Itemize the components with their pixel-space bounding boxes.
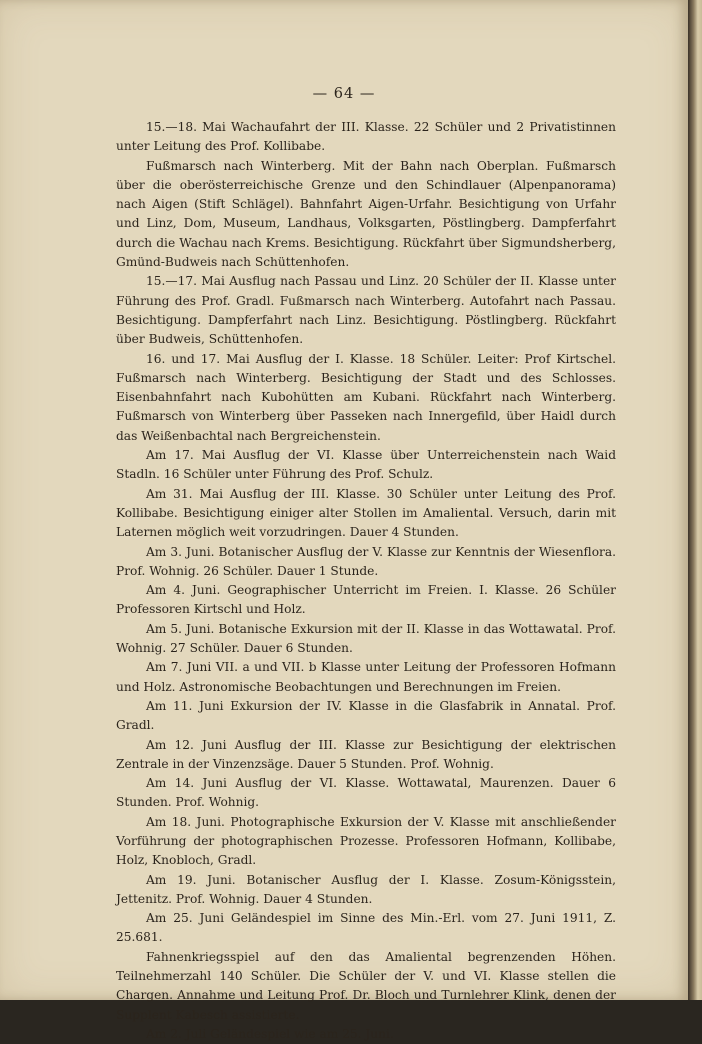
paragraph: 15.—18. Mai Wachaufahrt der III. Klasse. 22 Schüler und 2 Privatistinnen unter Leitung des Prof. Kollibabe.: [116, 120, 616, 154]
paragraph: Am 11. Juni Exkursion der IV. Klasse in die Glasfabrik in Annatal. Prof. Gradl.: [116, 698, 616, 733]
paragraph: Fußmarsch nach Winterberg. Mit der Bahn nach Oberplan. Fußmarsch über die oberösterreichische Grenze und den Schindlauer (Alpenpanorama) nach Aigen (Stift Schlägel). Bahnfahrt Aigen-Urfahr. Besichtigung von Urfahr und Linz, Dom, Museum, Landhaus, Volksgarten, Pöstlingberg. Dampferfahrt durch die Wachau nach Krems. Besichtigung. Rückfahrt über Sigmundsherberg, Gmünd-Budweis nach Schüttenhofen.: [116, 158, 616, 270]
paragraph: 16. und 17. Mai Ausflug der I. Klasse. 18 Schüler. Leiter: Prof Kirtschel. Fußmarsch nach Winterberg. Besichtigung der Stadt und des Schlosses. Eisenbahnfahrt nach Kubohütten am Kubani. Rückfahrt nach Winterberg. Fußmarsch von Winterberg über Passeken nach Innergefild, über Haidl durch das Weißenbachtal nach Bergreichenstein.: [116, 351, 616, 443]
paragraph: Am 25. Juni Geländespiel im Sinne des Min.-Erl. vom 27. Juni 1911, Z. 25.681.: [116, 911, 616, 945]
paragraph: Am 19. Juni. Botanischer Ausflug der I. Klasse. Zosum-Königsstein, Jettenitz. Prof. Wohnig. Dauer 4 Stunden.: [116, 872, 616, 906]
paragraph: Am 7. Juni VII. a und VII. b Klasse unter Leitung der Professoren Hofmann und Holz. Astronomische Beobachtungen und Berechnungen im Freien.: [116, 660, 616, 694]
paragraph: 15.—17. Mai Ausflug nach Passau und Linz. 20 Schüler der II. Klasse unter Führung des Prof. Gradl. Fußmarsch nach Winterberg. Autofahrt nach Passau. Besichtigung. Dampferfahrt nach Linz. Besichtigung. Pöstlingberg. Rückfahrt über Budweis, Schüttenhofen.: [116, 274, 616, 347]
paragraph: Fahnenkriegsspiel auf den das Amaliental begrenzenden Höhen. Teilnehmerzahl 140 Schüler. Die Schüler der V. und VI. Klasse stellen die Chargen. Annahme und Leitung Prof. Dr. Bloch und Turnlehrer Klink, denen der Supplent Kabesch assistierte.: [116, 949, 616, 1022]
paragraph: Am 12. Juni Ausflug der III. Klasse zur Besichtigung der elektrischen Zentrale in der Vinzenzsäge. Dauer 5 Stunden. Prof. Wohnig.: [116, 737, 616, 771]
page-edge: [688, 0, 702, 1000]
paragraph: Am 5. Juni. Botanische Exkursion mit der II. Klasse in das Wottawatal. Prof. Wohnig. 27 Schüler. Dauer 6 Stunden.: [116, 621, 616, 656]
page-body: [116, 118, 616, 1044]
paragraph: Am 18. Juni. Photographische Exkursion der V. Klasse mit anschließender Vorführung der photographischen Prozesse. Professoren Hofmann, Kollibabe, Holz, Knobloch, Gradl.: [116, 814, 616, 868]
paragraph: Am 17. Mai Ausflug der VI. Klasse über Unterreichenstein nach Waid Stadln. 16 Schüler unter Führung des Prof. Schulz.: [116, 448, 616, 482]
paragraph: Am 3. Juni. Botanischer Ausflug der V. Klasse zur Kenntnis der Wiesenflora. Prof. Wohnig. 26 Schüler. Dauer 1 Stunde.: [116, 544, 616, 578]
paragraph: Am 31. Mai Ausflug der III. Klasse. 30 Schüler unter Leitung des Prof. Kollibabe. Besichtigung einiger alter Stollen im Amaliental. Versuch, darin mit Laternen möglich weit vorzudringen. Dauer 4 Stunden.: [116, 486, 616, 540]
page-number: — 64 —: [312, 86, 376, 102]
paragraph: Am 14. Juni Ausflug der VI. Klasse. Wottawatal, Maurenzen. Dauer 6 Stunden. Prof. Wohnig.: [116, 776, 616, 810]
paragraph: Am 4. Juni. Geographischer Unterricht im Freien. I. Klasse. 26 Schüler Professoren Kirtschl und Holz.: [116, 583, 616, 617]
paragraph: Am 2. Juli Geländespiel wie am 25. Juni.: [146, 1026, 394, 1041]
